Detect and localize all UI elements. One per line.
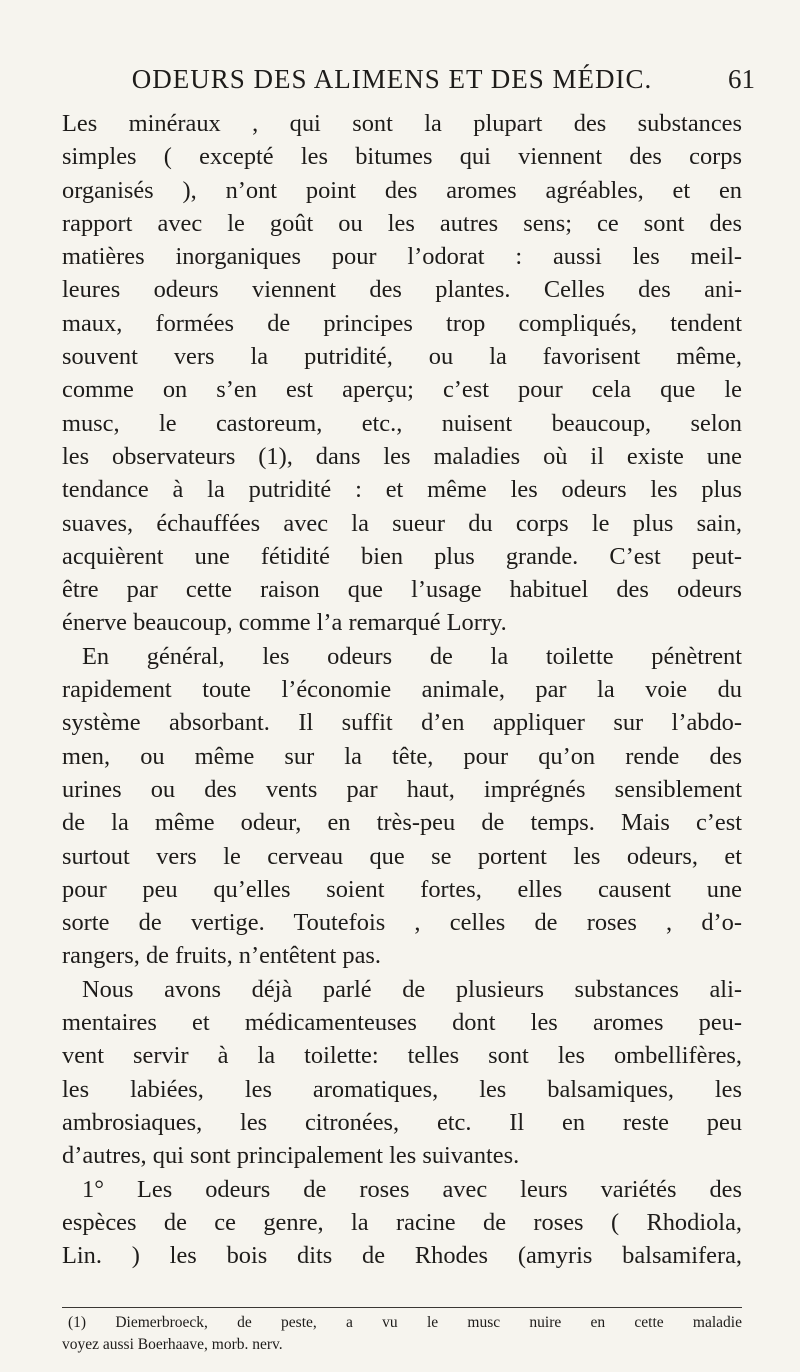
text-line: vent servir à la toilette: telles sont les ombellifères, (62, 1042, 742, 1070)
text-line: matières inorganiques pour l’odorat : aussi les meil- (62, 243, 742, 271)
text-line: espèces de ce genre, la racine de roses ( Rhodiola, (62, 1208, 742, 1236)
text-line: mentaires et médicamenteuses dont les aromes peu- (62, 1009, 742, 1037)
text-line: les observateurs (1), dans les maladies où il existe une (62, 442, 742, 470)
text-line: organisés ), n’ont point des aromes agréables, et en (62, 176, 742, 204)
text-line: comme on s’en est aperçu; c’est pour cela que le (62, 376, 742, 404)
footnote-line: voyez aussi Boerhaave, morb. nerv. (62, 1336, 283, 1353)
text-line: souvent vers la putridité, ou la favorisent même, (62, 343, 742, 371)
text-line: ambrosiaques, les citronées, etc. Il en reste peu (62, 1108, 742, 1136)
footnote-line: (1) Diemerbroeck, de peste, a vu le musc nuire en cette maladie (68, 1314, 742, 1331)
text-line: Les minéraux , qui sont la plupart des substances (62, 110, 742, 137)
text-line: suaves, échauffées avec la sueur du corps le plus sain, (62, 509, 742, 537)
text-line: les labiées, les aromatiques, les balsamiques, les (62, 1075, 742, 1103)
text-line: de la même odeur, en très-peu de temps. Mais c’est (62, 809, 742, 837)
text-line: 1° Les odeurs de roses avec leurs variétés des (82, 1175, 742, 1203)
text-line: énerve beaucoup, comme l’a remarqué Lorry. (62, 609, 507, 637)
text-line: système absorbant. Il suffit d’en appliquer sur l’abdo- (62, 709, 742, 737)
text-line: surtout vers le cerveau que se portent les odeurs, et (62, 842, 742, 870)
body-text (62, 107, 742, 1272)
text-line: En général, les odeurs de la toilette pénètrent (82, 642, 742, 670)
text-line: rapport avec le goût ou les autres sens; ce sont des (62, 209, 742, 237)
footnote (62, 1312, 742, 1356)
text-line: rangers, de fruits, n’entêtent pas. (62, 942, 381, 970)
text-line: rapidement toute l’économie animale, par la voie du (62, 676, 742, 704)
text-line: men, ou même sur la tête, pour qu’on rende des (62, 742, 742, 770)
text-line: Lin. ) les bois dits de Rhodes (amyris balsamifera, (62, 1242, 742, 1270)
page-number: 61 (728, 64, 755, 94)
text-line: musc, le castoreum, etc., nuisent beaucoup, selon (62, 409, 742, 437)
text-line: maux, formées de principes trop compliqués, tendent (62, 309, 742, 337)
text-line: urines ou des vents par haut, imprégnés sensiblement (62, 775, 742, 803)
text-line: acquièrent une fétidité bien plus grande. C’est peut- (62, 542, 742, 570)
text-line: pour peu qu’elles soient fortes, elles causent une (62, 875, 742, 903)
footnote-rule (62, 1307, 742, 1308)
running-head (0, 64, 800, 98)
text-line: sorte de vertige. Toutefois , celles de roses , d’o- (62, 909, 742, 937)
text-line: leures odeurs viennent des plantes. Celles des ani- (62, 276, 742, 304)
text-line: tendance à la putridité : et même les odeurs les plus (62, 476, 742, 504)
running-title: ODEURS DES ALIMENS ET DES MÉDIC. (131, 64, 653, 94)
text-line: Nous avons déjà parlé de plusieurs substances ali- (82, 975, 742, 1003)
text-line: simples ( excepté les bitumes qui viennent des corps (62, 143, 742, 171)
text-line: être par cette raison que l’usage habituel des odeurs (62, 576, 742, 604)
text-line: d’autres, qui sont principalement les suivantes. (62, 1142, 520, 1170)
